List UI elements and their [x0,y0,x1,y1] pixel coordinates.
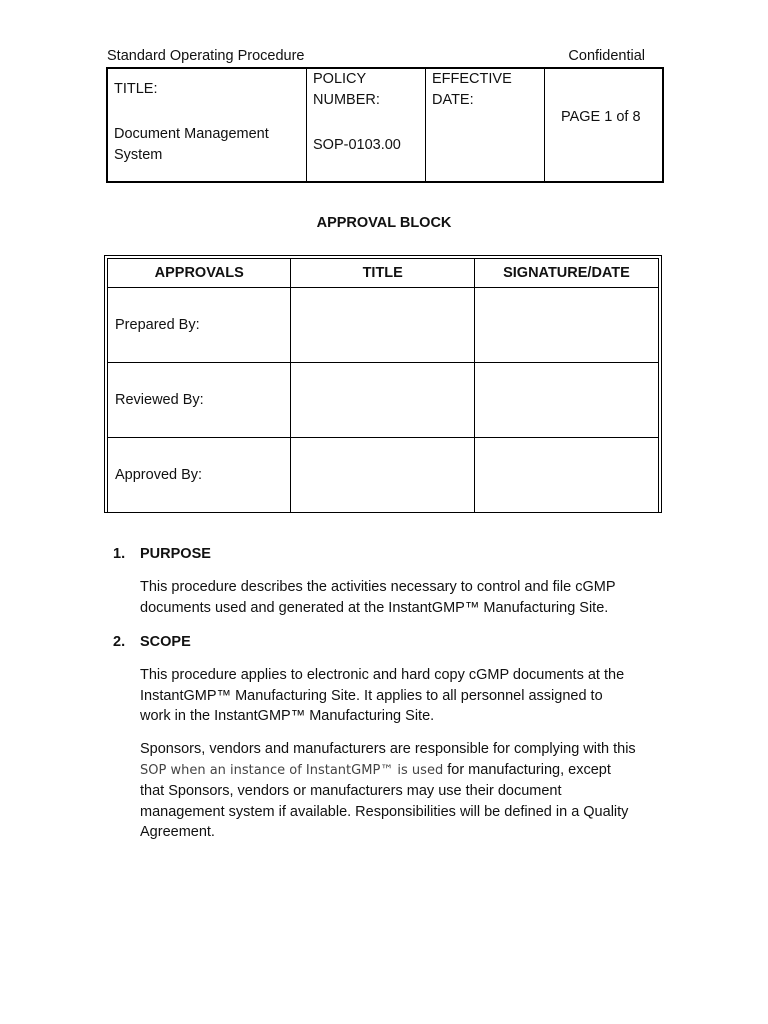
paragraph-line: This procedure applies to electronic and hard copy cGMP documents at the [140,667,625,683]
purpose-paragraph [140,577,660,618]
policy-number-value: SOP-0103.00 [313,137,401,153]
section-number: 2. [113,634,126,650]
table-row [108,288,659,363]
policy-label-line2: NUMBER: [313,92,380,108]
scope-paragraph-1 [140,665,660,727]
inline-mixed-font-text: SOP when an instance of InstantGMP™ is used [140,762,444,778]
header-confidential: Confidential [568,48,645,64]
approved-by-signature-cell [474,438,658,513]
reviewed-by-label: Reviewed By: [108,363,291,438]
title-cell [107,68,307,182]
paragraph-line: documents used and generated at the InstantGMP™ Manufacturing Site. [140,599,609,616]
policy-number-cell [307,68,426,182]
effective-label-line1: EFFECTIVE [432,71,512,87]
section-title: PURPOSE [140,546,211,562]
approval-table-frame [104,255,662,513]
policy-label-line1: POLICY [313,71,367,87]
paragraph-line: This procedure describes the activities necessary to control and file cGMP [140,579,616,595]
reviewed-by-title-cell [291,363,474,438]
prepared-by-signature-cell [474,288,658,363]
header-doc-type: Standard Operating Procedure [107,48,305,64]
column-header-approvals: APPROVALS [108,259,291,288]
paragraph-line: Agreement. [140,824,215,840]
reviewed-by-signature-cell [474,363,658,438]
paragraph-line [140,760,660,782]
document-info-table [106,67,664,183]
paragraph-line: InstantGMP™ Manufacturing Site. It applies to all personnel assigned to [140,687,603,704]
table-row [108,438,659,513]
approval-block-heading: APPROVAL BLOCK [316,215,452,231]
prepared-by-label: Prepared By: [108,288,291,363]
paragraph-line: Sponsors, vendors and manufacturers are responsible for complying with this [140,741,636,757]
prepared-by-title-cell [291,288,474,363]
approval-table [107,258,659,513]
approved-by-title-cell [291,438,474,513]
paragraph-line: management system if available. Responsibilities will be defined in a Quality [140,803,629,820]
column-header-signature-date: SIGNATURE/DATE [474,259,658,288]
paragraph-line: that Sponsors, vendors or manufacturers may use their document [140,783,562,799]
section-title: SCOPE [140,634,191,650]
effective-date-cell [426,68,545,182]
title-value-line1: Document Management [114,126,269,142]
table-row [108,363,659,438]
section-number: 1. [113,546,126,562]
title-value-line2: System [114,147,163,163]
page-number-cell [545,68,664,182]
title-label: TITLE: [114,81,158,97]
paragraph-line: work in the InstantGMP™ Manufacturing Site. [140,708,435,724]
column-header-title: TITLE [291,259,474,288]
page-number: PAGE 1 of 8 [561,109,641,125]
section-purpose-heading [113,544,211,564]
scope-paragraph-2 [140,739,660,843]
inline-text: for manufacturing, except [443,761,611,778]
section-scope-heading [113,632,191,652]
effective-label-line2: DATE: [432,92,474,108]
approved-by-label: Approved By: [108,438,291,513]
